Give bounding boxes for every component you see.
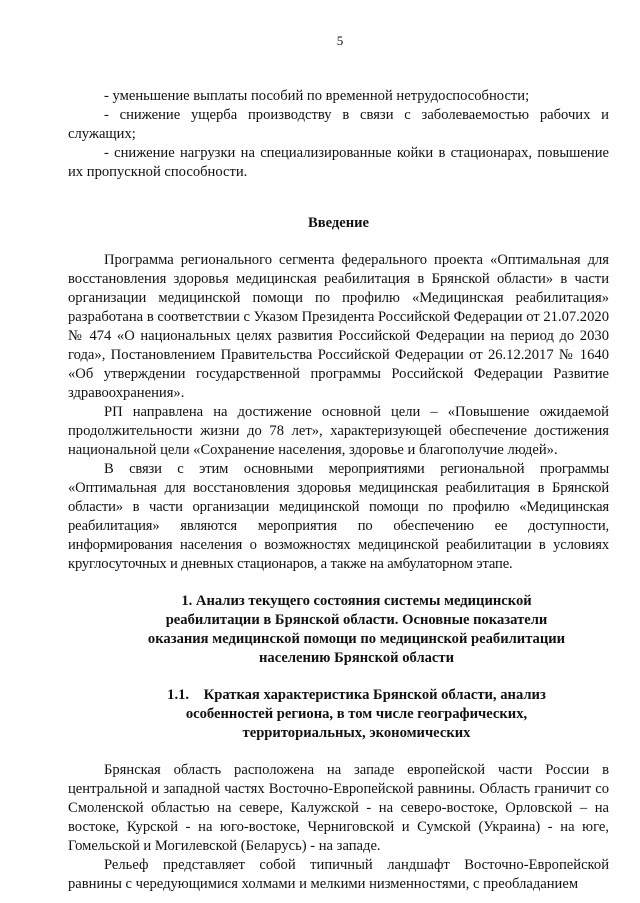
section-1-heading-line: 1. Анализ текущего состояния системы медицинской [181,593,532,609]
section-1-1-paragraph: Рельеф представляет собой типичный ландшафт Восточно-Европейской равнины с чередующимися холмами и мелкими низменностями, с преобладанием [68,857,609,892]
page-content [68,87,609,894]
page-number: 5 [336,33,344,48]
section-1-heading-line: реабилитации в Брянской области. Основные показатели [165,612,548,628]
section-1-1-heading-line: 1.1. Краткая характеристика Брянской области, анализ [167,687,546,703]
section-1-heading-line: оказания медицинской помощи по медицинской реабилитации [147,631,566,647]
bullet-item: - уменьшение выплаты пособий по временной нетрудоспособности; [104,88,530,104]
bullet-item: - снижение нагрузки на специализированные койки в стационарах, повышение их пропускной способности. [68,145,609,180]
section-1-1-heading-line: территориальных, экономических [242,725,471,741]
bullet-item: - снижение ущерба производству в связи с заболеваемостью рабочих и служащих; [68,107,609,142]
section-1-heading [68,592,609,668]
intro-heading: Введение [307,215,370,231]
intro-paragraph: РП направлена на достижение основной цели – «Повышение ожидаемой продолжительности жизни до 78 лет», характеризующей обеспечение достижения национальной цели «Сохранение населения, здоровье и благополучие людей». [68,404,609,458]
section-1-1-paragraph: Брянская область расположена на западе европейской части России в центральной и западной частях Восточно-Европейской равнины. Область граничит со Смоленской областью на севере, Калужской - на северо-востоке, Орловской – на востоке, Курской - на юго-востоке, Черниговской и Сумской (Украина) - на юге, Гомельской и Могилевской (Беларусь) - на западе. [68,762,609,854]
intro-paragraph: Программа регионального сегмента федерального проекта «Оптимальная для восстановления здоровья медицинская реабилитация в Брянской области» в части организации медицинской помощи по профилю «Медицинская реабилитация» разработана в соответствии с Указом Президента Российской Федерации от 21.07.2020 № 474 «О национальных целях развития Российской Федерации на период до 2030 года», Постановлением Правительства Российской Федерации от 26.12.2017 № 1640 «Об утверждении государственной программы Российской Федерации Развитие здравоохранения». [68,252,609,401]
section-1-1-heading [68,686,609,743]
section-1-1-heading-line: особенностей региона, в том числе географических, [185,706,528,722]
intro-paragraph: В связи с этим основными мероприятиями региональной программы «Оптимальная для восстановления здоровья медицинская реабилитация в Брянской области» в части организации медицинской помощи по профилю «Медицинская реабилитация» являются мероприятия по обеспечению ее доступности, информирования населения о возможностях медицинской реабилитации в условиях круглосуточных и дневных стационаров, а также на амбулаторном этапе. [68,461,609,572]
section-1-heading-line: населению Брянской области [258,650,454,666]
